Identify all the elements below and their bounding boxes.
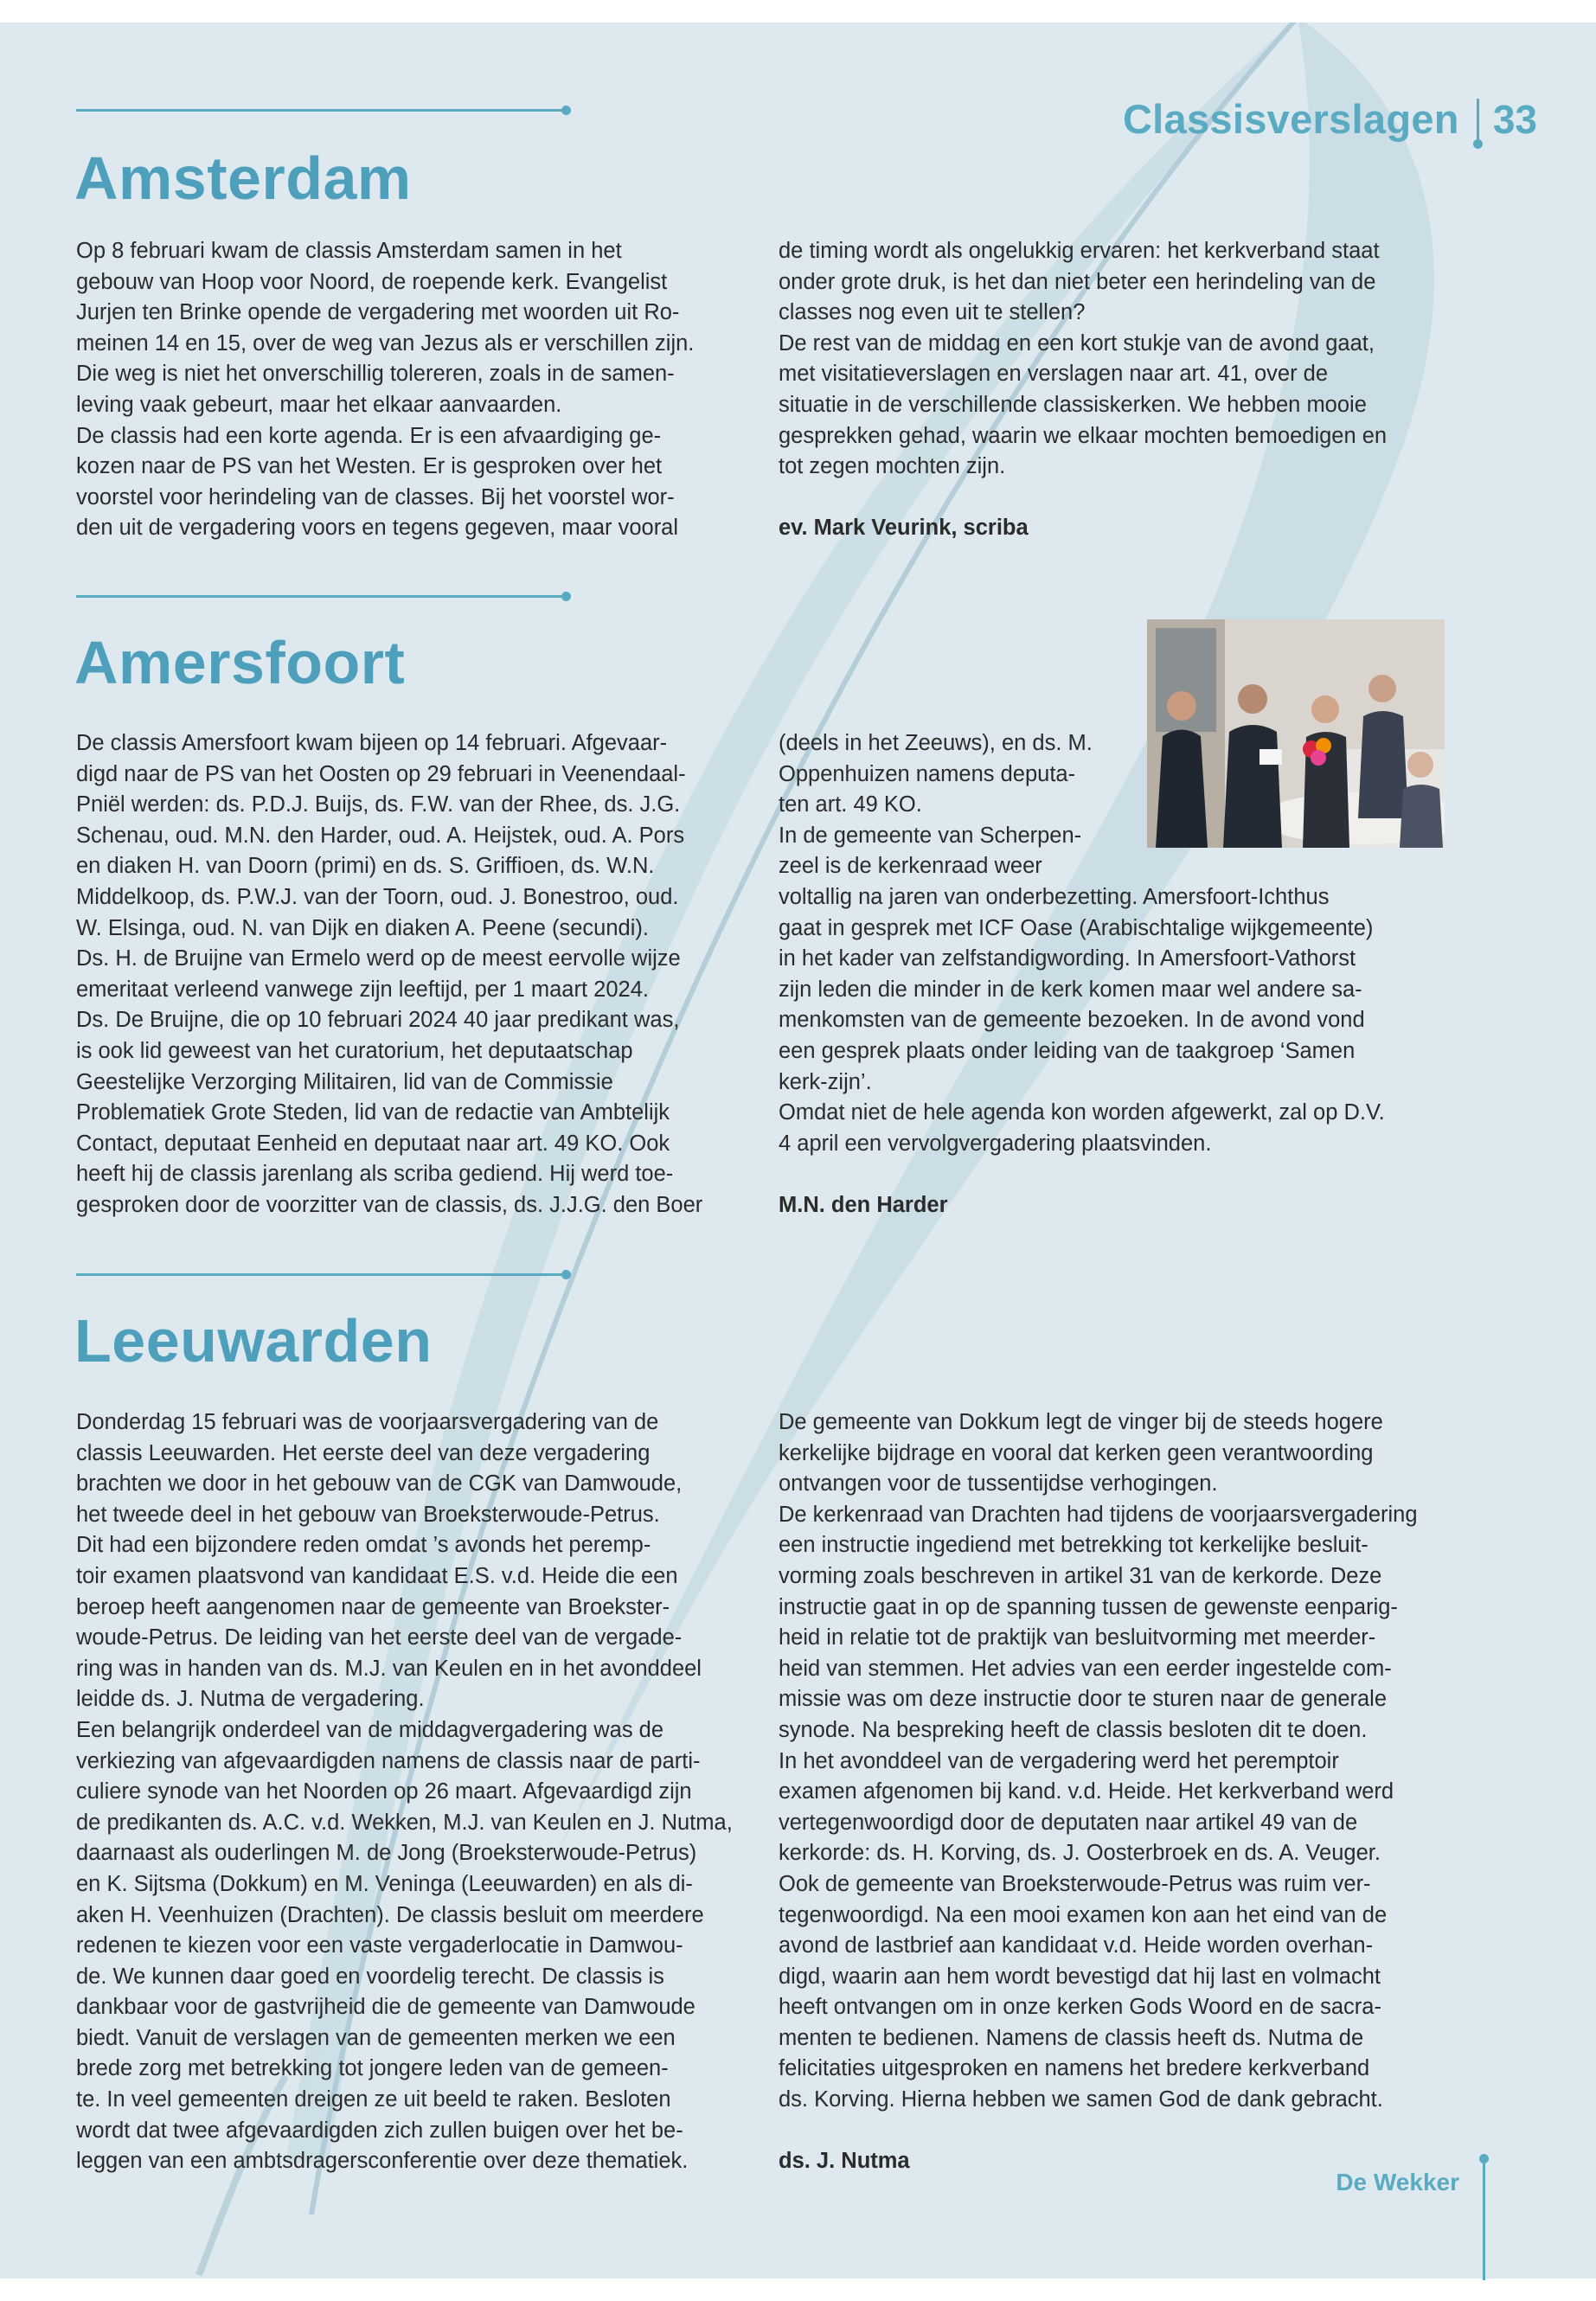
- section-rule: [76, 1273, 567, 1276]
- text-line: in het kader van zelfstandigwording. In Amersfoort-Vathorst: [779, 946, 1356, 971]
- text-line: leving vaak gebeurt, maar het elkaar aanvaarden.: [76, 392, 562, 417]
- text-line: met visitatieverslagen en verslagen naar art. 41, over de: [779, 362, 1329, 387]
- text-line: De kerkenraad van Drachten had tijdens de voorjaarsvergadering: [779, 1502, 1418, 1527]
- header-section-title: Classisverslagen: [1122, 96, 1459, 142]
- text-line: Die weg is niet het onverschillig tolereren, zoals in de samen-: [76, 362, 675, 387]
- text-line: Ook de gemeente van Broeksterwoude-Petrus was ruim ver-: [779, 1871, 1371, 1896]
- text-line: Dit had een bijzondere reden omdat ’s avonds het peremp-: [76, 1533, 651, 1558]
- author-signature: ds. J. Nutma: [779, 2149, 910, 2174]
- text-line: ring was in handen van ds. M.J. van Keulen en in het avonddeel: [76, 1656, 702, 1681]
- text-line: Ds. H. de Bruijne van Ermelo werd op de meest eervolle wijze: [76, 946, 681, 971]
- section-rule: [76, 595, 567, 598]
- text-line: digd, waarin aan hem wordt bevestigd dat hij last en volmacht: [779, 1964, 1381, 1989]
- text-line: en K. Sijtsma (Dokkum) en M. Veninga (Leeuwarden) en als di-: [76, 1871, 693, 1896]
- text-line: leggen van een ambtsdragersconferentie over deze thematiek.: [76, 2149, 689, 2174]
- leeuwarden-left-column: [76, 1407, 742, 2177]
- page-bottom-margin: [0, 2279, 1596, 2301]
- text-line: In het avonddeel van de vergadering werd het peremptoir: [779, 1748, 1339, 1773]
- text-line: woude-Petrus. De leiding van het eerste deel van de vergade-: [76, 1625, 683, 1650]
- text-line: te. In veel gemeenten dreigen ze uit beeld te raken. Besloten: [76, 2087, 671, 2112]
- text-line: Problematiek Grote Steden, lid van de redactie van Ambtelijk: [76, 1100, 670, 1125]
- text-line: brachten we door in het gebouw van de CGK van Damwoude,: [76, 1471, 683, 1497]
- text-line: aken H. Veenhuizen (Drachten). De classis besluit om meerdere: [76, 1902, 704, 1927]
- text-line: zeel is de kerkenraad weer: [779, 854, 1042, 879]
- text-line: voorstel voor herindeling van de classes. Bij het voorstel wor-: [76, 484, 675, 510]
- text-line: ds. Korving. Hierna hebben we samen God de dank gebracht.: [779, 2087, 1383, 2112]
- text-line: het tweede deel in het gebouw van Broeksterwoude-Petrus.: [76, 1502, 660, 1527]
- text-line: biedt. Vanuit de verslagen van de gemeenten merken we een: [76, 2025, 676, 2050]
- text-line: voltallig na jaren van onderbezetting. Amersfoort-Ichthus: [779, 884, 1330, 909]
- text-line: Een belangrijk onderdeel van de middagvergadering was de: [76, 1717, 664, 1742]
- section-title-amersfoort: Amersfoort: [74, 629, 406, 696]
- text-line: meinen 14 en 15, over de weg van Jezus als er verschillen zijn.: [76, 330, 695, 356]
- text-line: emeritaat verleend vanwege zijn leeftijd, per 1 maart 2024.: [76, 977, 649, 1002]
- text-line: tot zegen mochten zijn.: [779, 454, 1006, 479]
- text-line: dankbaar voor de gastvrijheid die de gemeente van Damwoude: [76, 1995, 695, 2020]
- text-line: heid in relatie tot de praktijk van besluitvorming met meerder-: [779, 1625, 1376, 1650]
- text-line: Pniël werden: ds. P.D.J. Buijs, ds. F.W. van der Rhee, ds. J.G.: [76, 792, 681, 817]
- photo-illustration: [1147, 619, 1445, 848]
- text-line: Ds. De Bruijne, die op 10 februari 2024 40 jaar predikant was,: [76, 1008, 680, 1033]
- text-line: missie was om deze instructie door te sturen naar de generale: [779, 1687, 1388, 1712]
- text-line: beroep heeft aangenomen naar de gemeente van Broekster-: [76, 1594, 670, 1619]
- text-line: avond de lastbrief aan kandidaat v.d. Heide worden overhan-: [779, 1933, 1374, 1958]
- text-line: 4 april een vervolgvergadering plaatsvinden.: [779, 1131, 1212, 1156]
- text-line: gaat in gesprek met ICF Oase (Arabischtalige wijkgemeente): [779, 915, 1374, 940]
- text-line: heeft hij de classis jarenlang als scriba gediend. Hij werd toe-: [76, 1162, 674, 1187]
- text-line: is ook lid geweest van het curatorium, het deputaatschap: [76, 1038, 633, 1063]
- text-line: Jurjen ten Brinke opende de vergadering met woorden uit Ro-: [76, 300, 680, 325]
- text-line: Schenau, oud. M.N. den Harder, oud. A. Heijstek, oud. A. Pors: [76, 823, 685, 848]
- text-line: een gesprek plaats onder leiding van de taakgroep ‘Samen: [779, 1038, 1356, 1063]
- text-line: heeft ontvangen om in onze kerken Gods Woord en de sacra-: [779, 1995, 1381, 2020]
- text-line: redenen te kiezen voor een vaste vergaderlocatie in Damwou-: [76, 1933, 683, 1958]
- page-header: [1123, 95, 1537, 143]
- text-line: gebouw van Hoop voor Noord, de roepende kerk. Evangelist: [76, 269, 668, 294]
- text-line: brede zorg met betrekking tot jongere leden van de gemeen-: [76, 2056, 669, 2081]
- text-line: de timing wordt als ongelukkig ervaren: het kerkverband staat: [779, 239, 1380, 263]
- text-line: Geestelijke Verzorging Militairen, lid van de Commissie: [76, 1069, 613, 1094]
- text-line: Middelkoop, ds. P.W.J. van der Toorn, oud. J. Bonestroo, oud.: [76, 884, 679, 909]
- text-line: De classis Amersfoort kwam bijeen op 14 februari. Afgevaar-: [76, 731, 668, 755]
- text-line: In de gemeente van Scherpen-: [779, 823, 1082, 848]
- page-number: 33: [1492, 96, 1537, 142]
- amsterdam-right-column: [779, 236, 1446, 544]
- author-signature: M.N. den Harder: [779, 1192, 948, 1217]
- text-line: culiere synode van het Noorden op 26 maart. Afgevaardigd zijn: [76, 1779, 692, 1804]
- amersfoort-left-column: [76, 728, 742, 1221]
- footer-divider: [1483, 2159, 1485, 2280]
- text-line: de. We kunnen daar goed en voordelig terecht. De classis is: [76, 1964, 664, 1989]
- section-title-leeuwarden: Leeuwarden: [74, 1307, 433, 1375]
- text-line: De classis had een korte agenda. Er is een afvaardiging ge-: [76, 423, 662, 448]
- text-line: felicitaties uitgesproken en namens het bredere kerkverband: [779, 2056, 1370, 2081]
- text-line: ontvangen voor de tussentijdse verhogingen.: [779, 1471, 1218, 1497]
- text-line: gesprekken gehad, waarin we elkaar mochten bemoedigen en: [779, 423, 1388, 448]
- text-line: Omdat niet de hele agenda kon worden afgewerkt, zal op D.V.: [779, 1100, 1385, 1125]
- text-line: de predikanten ds. A.C. v.d. Wekken, M.J. van Keulen en J. Nutma,: [76, 1810, 733, 1835]
- classis-photo: [1147, 619, 1445, 848]
- text-line: verkiezing van afgevaardigden namens de classis naar de parti-: [76, 1748, 701, 1773]
- text-line: De gemeente van Dokkum legt de vinger bij de steeds hogere: [779, 1410, 1383, 1434]
- text-line: zijn leden die minder in de kerk komen maar wel andere sa-: [779, 977, 1362, 1002]
- section-rule: [76, 109, 567, 112]
- text-line: situatie in de verschillende classiskerken. We hebben mooie: [779, 392, 1367, 417]
- text-line: kerkelijke bijdrage en vooral dat kerken geen verantwoording: [779, 1440, 1374, 1465]
- text-line: gesproken door de voorzitter van de classis, ds. J.J.G. den Boer: [76, 1192, 703, 1217]
- text-line: menkomsten van de gemeente bezoeken. In de avond vond: [779, 1008, 1365, 1033]
- section-title-amsterdam: Amsterdam: [74, 144, 412, 212]
- text-line: Donderdag 15 februari was de voorjaarsvergadering van de: [76, 1410, 659, 1434]
- text-line: De rest van de middag en een kort stukje van de avond gaat,: [779, 330, 1375, 356]
- text-line: daarnaast als ouderlingen M. de Jong (Broeksterwoude-Petrus): [76, 1841, 697, 1866]
- text-line: wordt dat twee afgevaardigden zich zullen buigen over het be-: [76, 2118, 683, 2143]
- text-line: vertegenwoordigd door de deputaten naar artikel 49 van de: [779, 1810, 1358, 1835]
- text-line: Contact, deputaat Eenheid en deputaat naar art. 49 KO. Ook: [76, 1131, 670, 1156]
- text-line: menten te bedienen. Namens de classis heeft ds. Nutma de: [779, 2025, 1364, 2050]
- amsterdam-left-column: [76, 236, 742, 544]
- page-top-margin: [0, 0, 1596, 22]
- author-signature: ev. Mark Veurink, scriba: [779, 516, 1029, 541]
- text-line: digd naar de PS van het Oosten op 29 februari in Veenendaal-: [76, 761, 686, 786]
- text-line: ten art. 49 KO.: [779, 792, 922, 817]
- text-line: en diaken H. van Doorn (primi) en ds. S. Griffioen, ds. W.N.: [76, 854, 655, 879]
- text-line: instructie gaat in op de spanning tussen de gewenste eenparig-: [779, 1594, 1398, 1619]
- text-line: heid van stemmen. Het advies van een eerder ingestelde com-: [779, 1656, 1392, 1681]
- text-line: onder grote druk, is het dan niet beter een herindeling van de: [779, 269, 1376, 294]
- text-line: kozen naar de PS van het Westen. Er is gesproken over het: [76, 454, 663, 479]
- text-line: classis Leeuwarden. Het eerste deel van deze vergadering: [76, 1440, 651, 1465]
- header-divider: [1477, 99, 1479, 140]
- text-line: classes nog even uit te stellen?: [779, 300, 1086, 325]
- text-line: een instructie ingediend met betrekking tot kerkelijke besluit-: [779, 1533, 1368, 1558]
- text-line: vorming zoals beschreven in artikel 31 van de kerkorde. Deze: [779, 1563, 1382, 1588]
- text-line: kerk-zijn’.: [779, 1069, 872, 1094]
- text-line: W. Elsinga, oud. N. van Dijk en diaken A. Peene (secundi).: [76, 915, 649, 940]
- leeuwarden-right-column: [779, 1407, 1446, 2177]
- text-line: (deels in het Zeeuws), en ds. M.: [779, 731, 1093, 755]
- magazine-brand: De Wekker: [1336, 2169, 1459, 2195]
- text-line: Op 8 februari kwam de classis Amsterdam samen in het: [76, 239, 622, 263]
- text-line: tegenwoordigd. Na een mooi examen kon aan het eind van de: [779, 1902, 1388, 1927]
- text-line: leidde ds. J. Nutma de vergadering.: [76, 1687, 425, 1712]
- text-line: kerkorde: ds. H. Korving, ds. J. Oosterbroek en ds. A. Veuger.: [779, 1841, 1381, 1866]
- text-line: synode. Na bespreking heeft de classis besloten dit te doen.: [779, 1717, 1368, 1742]
- text-line: toir examen plaatsvond van kandidaat E.S. v.d. Heide die een: [76, 1563, 678, 1588]
- text-line: examen afgenomen bij kand. v.d. Heide. Het kerkverband werd: [779, 1779, 1394, 1804]
- text-line: Oppenhuizen namens deputa-: [779, 761, 1076, 786]
- text-line: den uit de vergadering voors en tegens gegeven, maar vooral: [76, 516, 679, 541]
